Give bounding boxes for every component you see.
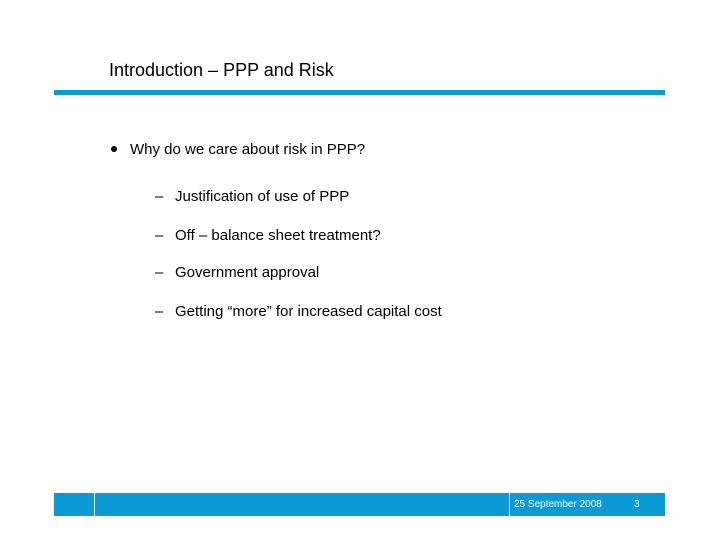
slide-title: Introduction – PPP and Risk: [109, 60, 334, 80]
title-rule: [54, 90, 665, 95]
dash-marker: –: [155, 187, 164, 205]
bullet-dot-icon: [111, 146, 117, 152]
dash-marker: –: [155, 226, 164, 244]
footer-divider: [509, 493, 510, 516]
bullet-text: Why do we care about risk in PPP?: [130, 140, 366, 158]
sub-item-text: Getting “more” for increased capital cost: [175, 302, 442, 320]
footer-date: 25 September 2008: [514, 499, 602, 510]
sub-item: [155, 301, 442, 321]
page-number: 3: [634, 499, 640, 510]
sub-item: [155, 262, 319, 282]
sub-item: [155, 186, 349, 206]
bullet-item: [108, 139, 365, 159]
dash-marker: –: [155, 263, 164, 281]
sub-item-text: Government approval: [175, 263, 320, 281]
sub-item: [155, 225, 381, 245]
sub-item-text: Justification of use of PPP: [175, 187, 350, 205]
sub-item-text: Off – balance sheet treatment?: [175, 226, 381, 244]
footer-divider: [94, 493, 95, 516]
footer-bar: [54, 493, 665, 516]
dash-marker: –: [155, 302, 164, 320]
